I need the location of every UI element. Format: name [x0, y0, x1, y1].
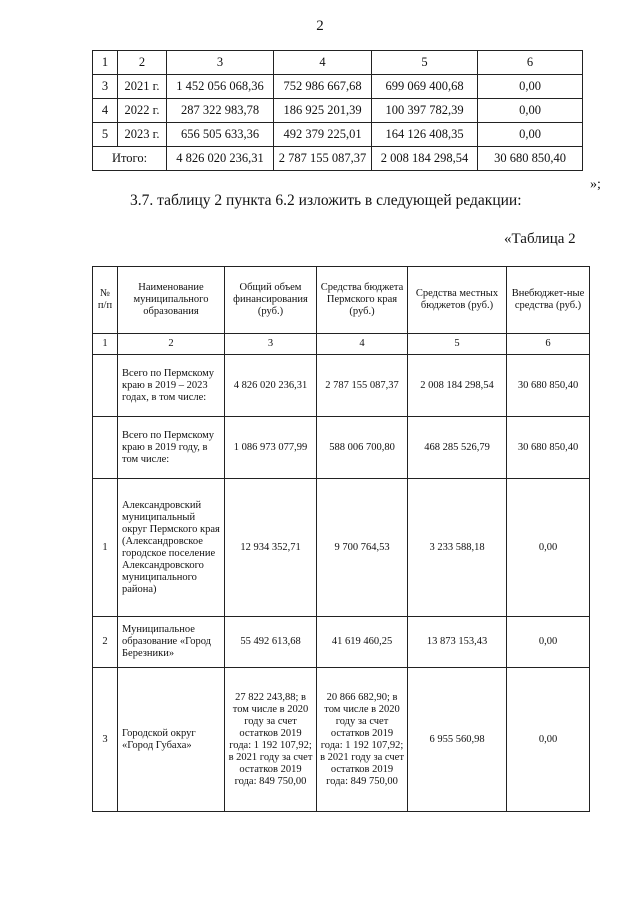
column-number: 6 — [507, 334, 590, 355]
row-number: 2 — [93, 617, 118, 668]
table-cell: 2 787 155 087,37 — [274, 147, 372, 171]
table-cell: 287 322 983,78 — [167, 99, 274, 123]
local-budget: 468 285 526,79 — [408, 417, 507, 479]
local-budget: 3 233 588,18 — [408, 479, 507, 617]
column-number: 4 — [317, 334, 408, 355]
header-cell: 6 — [478, 51, 583, 75]
closing-quote: »; — [590, 177, 601, 192]
total-row — [93, 147, 583, 171]
table-cell: 752 986 667,68 — [274, 75, 372, 99]
table-row — [93, 75, 583, 99]
page-number: 2 — [316, 18, 324, 34]
table-header-row — [93, 51, 583, 75]
extra-budget: 0,00 — [507, 617, 590, 668]
table-row — [93, 355, 590, 417]
regional-budget: 588 006 700,80 — [317, 417, 408, 479]
table-row — [93, 417, 590, 479]
table-cell: 2021 г. — [118, 75, 167, 99]
summary-table-continuation — [92, 50, 583, 171]
column-number-row — [93, 334, 590, 355]
table-row — [93, 668, 590, 812]
table-caption: «Таблица 2 — [504, 231, 576, 247]
table-cell: 2023 г. — [118, 123, 167, 147]
row-number: 3 — [93, 668, 118, 812]
table-cell: 30 680 850,40 — [478, 147, 583, 171]
header-cell: Средства бюджета Пермского края (руб.) — [317, 267, 408, 334]
column-number: 5 — [408, 334, 507, 355]
table-cell: 4 826 020 236,31 — [167, 147, 274, 171]
total-financing: 4 826 020 236,31 — [225, 355, 317, 417]
row-number — [93, 355, 118, 417]
header-cell: Внебюджет-ные средства (руб.) — [507, 267, 590, 334]
table-row — [93, 99, 583, 123]
municipality-name: Всего по Пермскому краю в 2019 году, в том числе: — [118, 417, 225, 479]
table-cell: 4 — [93, 99, 118, 123]
total-label: Итого: — [93, 147, 167, 171]
table-cell: 164 126 408,35 — [372, 123, 478, 147]
regional-budget: 20 866 682,90; в том числе в 2020 году за счет остатков 2019 года: 1 192 107,92; в 2021 году за счет остатков 2019 года: 849 750,00 — [317, 668, 408, 812]
column-number: 1 — [93, 334, 118, 355]
table-cell: 100 397 782,39 — [372, 99, 478, 123]
table-cell: 2 008 184 298,54 — [372, 147, 478, 171]
extra-budget: 0,00 — [507, 479, 590, 617]
local-budget: 2 008 184 298,54 — [408, 355, 507, 417]
table-cell: 186 925 201,39 — [274, 99, 372, 123]
extra-budget: 30 680 850,40 — [507, 355, 590, 417]
table-cell: 492 379 225,01 — [274, 123, 372, 147]
table-cell: 0,00 — [478, 99, 583, 123]
row-number: 1 — [93, 479, 118, 617]
table-header-row — [93, 267, 590, 334]
extra-budget: 0,00 — [507, 668, 590, 812]
header-cell: 3 — [167, 51, 274, 75]
local-budget: 6 955 560,98 — [408, 668, 507, 812]
header-cell: 5 — [372, 51, 478, 75]
column-number: 3 — [225, 334, 317, 355]
extra-budget: 30 680 850,40 — [507, 417, 590, 479]
financing-table — [92, 266, 590, 812]
table-cell: 2022 г. — [118, 99, 167, 123]
header-cell: Наименование муниципального образования — [118, 267, 225, 334]
local-budget: 13 873 153,43 — [408, 617, 507, 668]
table-cell: 699 069 400,68 — [372, 75, 478, 99]
table-cell: 5 — [93, 123, 118, 147]
municipality-name: Всего по Пермскому краю в 2019 – 2023 годах, в том числе: — [118, 355, 225, 417]
regional-budget: 2 787 155 087,37 — [317, 355, 408, 417]
regional-budget: 9 700 764,53 — [317, 479, 408, 617]
regional-budget: 41 619 460,25 — [317, 617, 408, 668]
column-number: 2 — [118, 334, 225, 355]
municipality-name: Городской округ «Город Губаха» — [118, 668, 225, 812]
table-cell: 3 — [93, 75, 118, 99]
table-cell: 1 452 056 068,36 — [167, 75, 274, 99]
total-financing: 12 934 352,71 — [225, 479, 317, 617]
header-cell: Общий объем финансирования (руб.) — [225, 267, 317, 334]
table-row — [93, 617, 590, 668]
header-cell: 4 — [274, 51, 372, 75]
table-cell: 0,00 — [478, 123, 583, 147]
table-row — [93, 123, 583, 147]
amendment-instruction: 3.7. таблицу 2 пункта 6.2 изложить в следующей редакции: — [130, 192, 522, 209]
header-cell: Средства местных бюджетов (руб.) — [408, 267, 507, 334]
header-cell: 1 — [93, 51, 118, 75]
table-row — [93, 479, 590, 617]
table-cell: 656 505 633,36 — [167, 123, 274, 147]
table-cell: 0,00 — [478, 75, 583, 99]
header-cell: 2 — [118, 51, 167, 75]
municipality-name: Александровский муниципальный округ Пермского края (Александровское городское поселение Александровского муниципального района) — [118, 479, 225, 617]
header-cell: № п/п — [93, 267, 118, 334]
municipality-name: Муниципальное образование «Город Березники» — [118, 617, 225, 668]
row-number — [93, 417, 118, 479]
total-financing: 27 822 243,88; в том числе в 2020 году за счет остатков 2019 года: 1 192 107,92; в 2021 году за счет остатков 2019 года: 849 750,00 — [225, 668, 317, 812]
total-financing: 55 492 613,68 — [225, 617, 317, 668]
total-financing: 1 086 973 077,99 — [225, 417, 317, 479]
